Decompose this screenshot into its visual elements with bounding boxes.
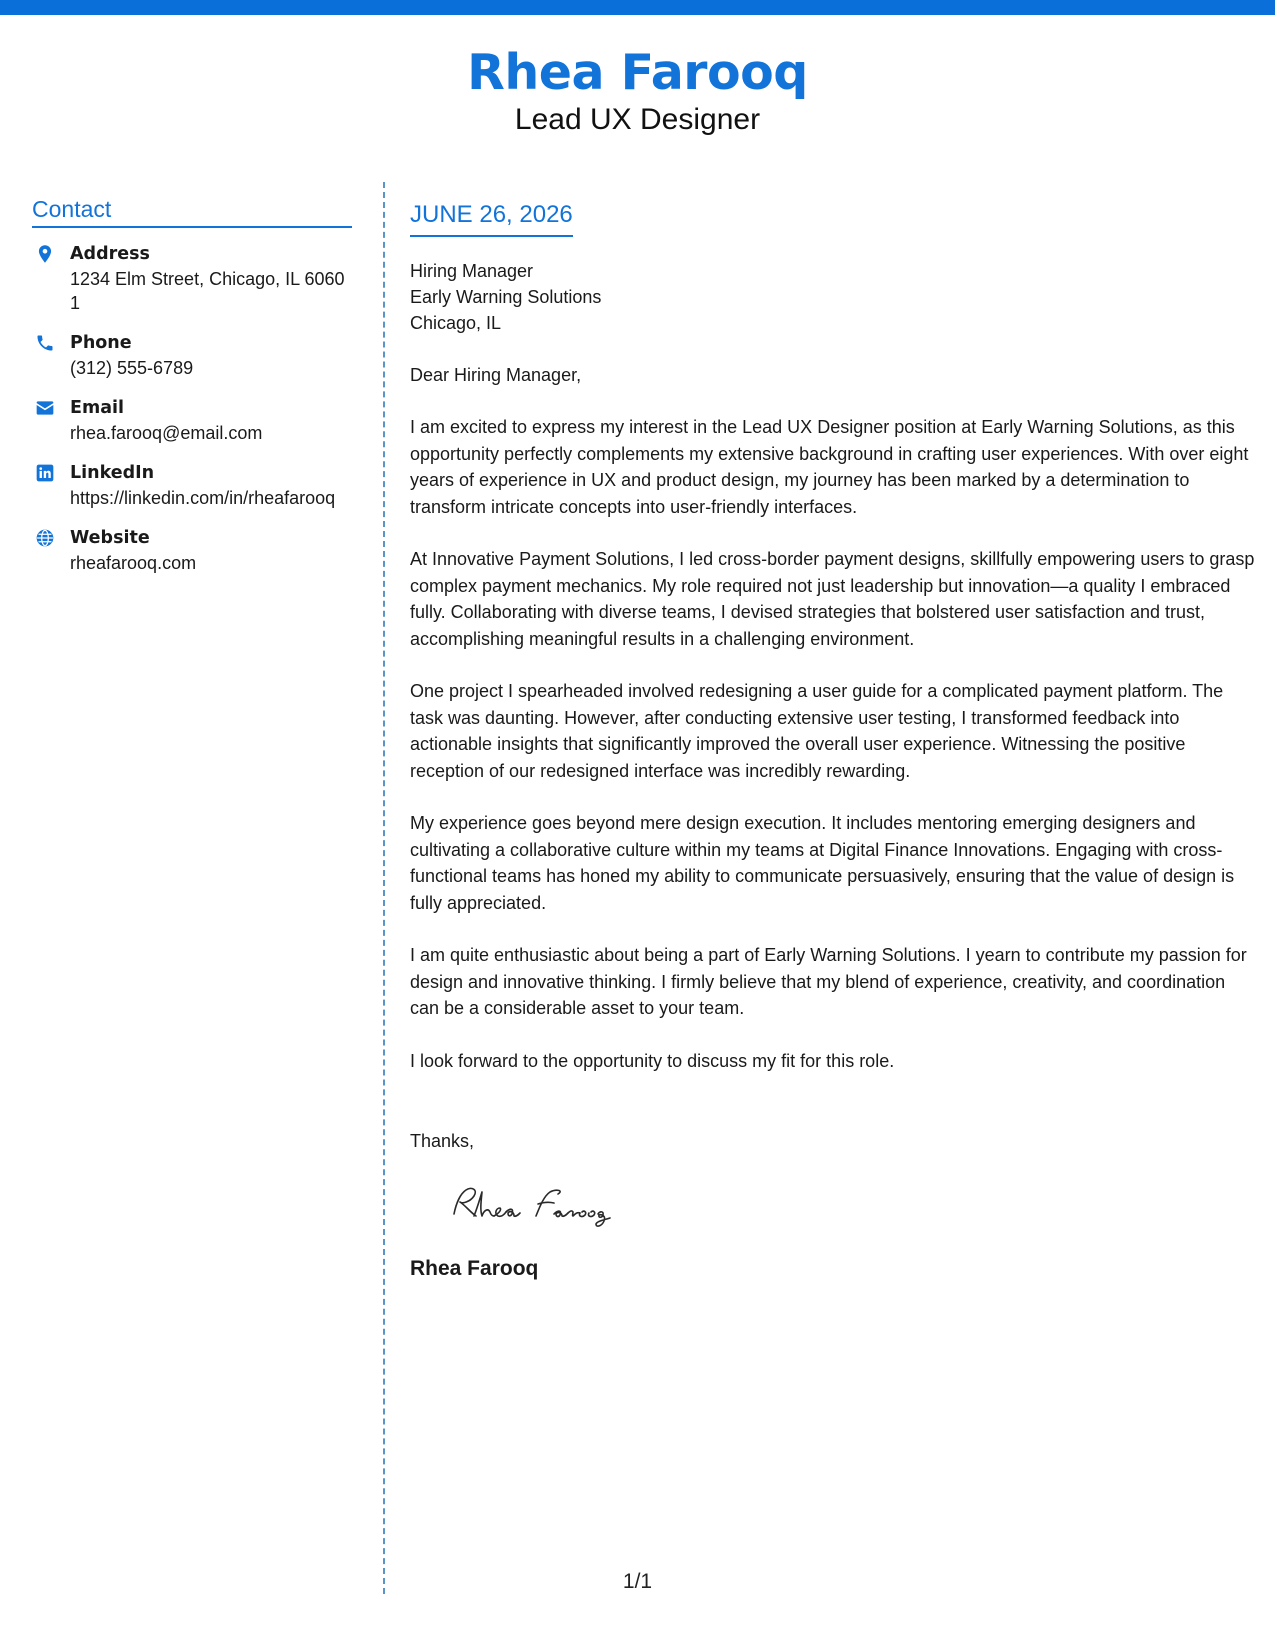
address-label: Address <box>70 244 150 264</box>
page-number: 1/1 <box>622 1570 653 1593</box>
contact-item-email <box>32 396 352 445</box>
recipient-block <box>410 258 1255 336</box>
letter-body <box>410 200 1255 1282</box>
page-header <box>0 44 1275 138</box>
phone-value: (312) 555-6789 <box>70 358 194 378</box>
linkedin-label: LinkedIn <box>70 463 155 483</box>
recipient-line: Hiring Manager <box>410 261 534 281</box>
paragraph: I look forward to the opportunity to discuss my fit for this role. <box>410 1050 895 1071</box>
recipient-line: Chicago, IL <box>410 313 502 333</box>
website-value[interactable]: rheafarooq.com <box>70 553 197 573</box>
email-label: Email <box>70 398 124 418</box>
salutation: Dear Hiring Manager, <box>410 365 582 385</box>
envelope-icon <box>35 398 55 418</box>
website-label: Website <box>70 528 150 548</box>
linkedin-value[interactable]: https://linkedin.com/in/rheafarooq <box>70 488 336 508</box>
paragraph: My experience goes beyond mere design execution. It includes mentoring emerging designers and cultivating a collaborative culture within my teams at Digital Finance Innovations. Engaging with cross-functional teams has honed my ability to communicate persuasively, ensuring that the value of design is fully appreciated. <box>410 813 1235 913</box>
phone-label: Phone <box>70 333 132 353</box>
contact-item-phone <box>32 331 352 380</box>
signature-name: Rhea Farooq <box>410 1257 539 1280</box>
paragraph: At Innovative Payment Solutions, I led cross-border payment designs, skillfully empowering users to grasp complex payment mechanics. My role required not just leadership but innovation—a quality I embraced fully. Collaborating with diverse teams, I devised strategies that bolstered user satisfaction and trust, accomplishing meaningful results in a challenging environment. <box>410 549 1255 649</box>
signature-script: Rhea Farooq <box>446 1176 452 1177</box>
letter-date: JUNE 26, 2026 <box>410 200 573 237</box>
column-divider <box>383 182 385 1594</box>
contact-item-address <box>32 242 352 315</box>
contact-heading: Contact <box>32 195 352 228</box>
contact-item-website <box>32 526 352 575</box>
map-pin-icon <box>35 244 55 264</box>
paragraph: I am quite enthusiastic about being a part of Early Warning Solutions. I yearn to contribute my passion for design and innovative thinking. I firmly believe that my blend of experience, creativity, and coordination can be a considerable asset to your team. <box>410 945 1247 1018</box>
contact-item-linkedin <box>32 461 352 510</box>
paragraph: One project I spearheaded involved redesigning a user guide for a complicated payment platform. The task was daunting. However, after conducting extensive user testing, I transformed feedback into actionable insights that significantly improved the overall user experience. Witnessing the positive reception of our redesigned interface was incredibly rewarding. <box>410 681 1224 781</box>
top-accent-bar <box>0 0 1275 15</box>
closing: Thanks, <box>410 1131 475 1151</box>
globe-icon <box>35 528 55 548</box>
paragraph: I am excited to express my interest in the Lead UX Designer position at Early Warning Solutions, as this opportunity perfectly complements my extensive background in crafting user experiences. With over eight years of experience in UX and product design, my journey has been marked by a determination to transform intricate concepts into user-friendly interfaces. <box>410 417 1249 517</box>
contact-list <box>32 242 352 575</box>
contact-sidebar <box>32 195 352 591</box>
page-title: Rhea Farooq <box>467 44 808 101</box>
job-title: Lead UX Designer <box>514 103 761 136</box>
recipient-line: Early Warning Solutions <box>410 287 602 307</box>
address-value: 1234 Elm Street, Chicago, IL 60601 <box>70 269 345 313</box>
handwritten-signature <box>446 1176 646 1232</box>
email-value[interactable]: rhea.farooq@email.com <box>70 423 263 443</box>
linkedin-icon <box>35 463 55 483</box>
phone-icon <box>35 333 55 353</box>
